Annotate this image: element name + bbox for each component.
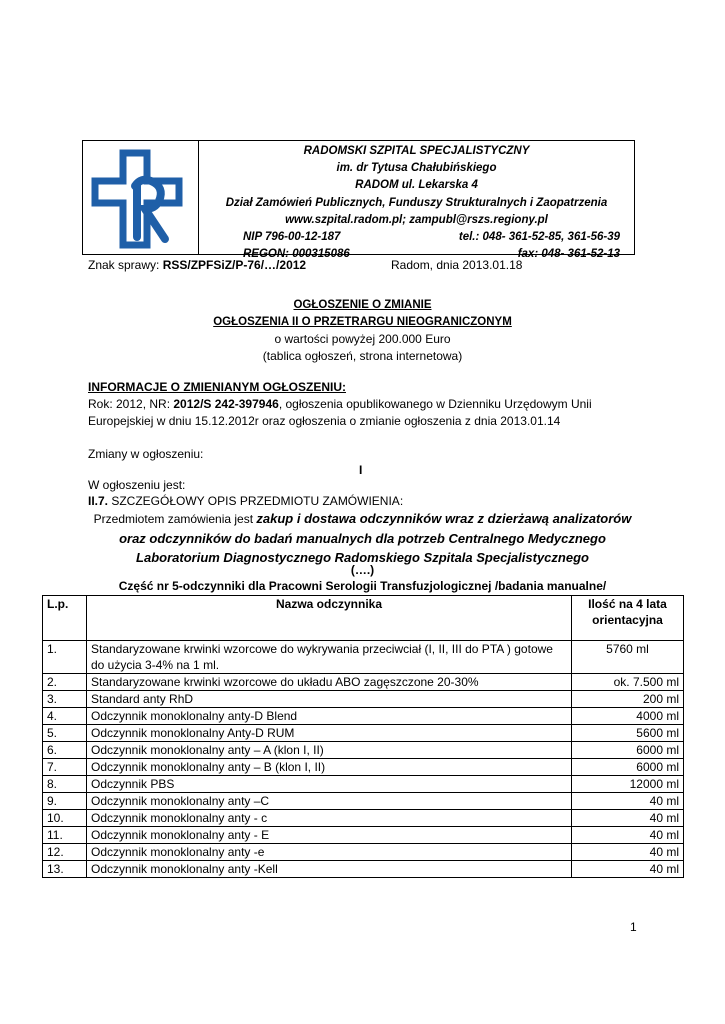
cell-lp: 11. (43, 827, 87, 844)
table-row (43, 793, 684, 810)
changes-label: Zmiany w ogłoszeniu: (88, 447, 204, 461)
cell-name: Odczynnik monoklonalny anty -e (87, 844, 572, 861)
cell-qty: 5600 ml (572, 725, 684, 742)
changes-roman: I (359, 463, 363, 477)
cell-lp: 8. (43, 776, 87, 793)
cell-name: Odczynnik monoklonalny anty –C (87, 793, 572, 810)
cross-r-logo-icon (83, 141, 199, 254)
cell-name: Standard anty RhD (87, 691, 572, 708)
cell-name: Odczynnik monoklonalny anty – A (klon I, II) (87, 742, 572, 759)
part-title: Część nr 5-odczynniki dla Pracowni Serologii Transfuzjologicznej /badania manualne/ (118, 579, 607, 593)
cell-qty: 40 ml (572, 793, 684, 810)
cell-name: Odczynnik monoklonalny anty -Kell (87, 861, 572, 878)
subject-prefix: Przedmiotem zamówienia jest (93, 512, 257, 526)
table-header-row (43, 596, 684, 641)
header-qty (572, 596, 684, 641)
cell-name-line-1: Standaryzowane krwinki wzorcowe do wykrywania przeciwciał (I, II, III do PTA ) gotowe (91, 642, 553, 656)
table-row (43, 674, 684, 691)
letterhead (82, 140, 635, 261)
cell-lp: 1. (43, 641, 87, 674)
info-line1-rest: , ogłoszenia opublikowanego w Dzienniku Urzędowym Unii (278, 397, 592, 411)
table-row (43, 742, 684, 759)
title-line-1: OGŁOSZENIE O ZMIANIE (293, 299, 432, 311)
title-line-3: o wartości powyżej 200.000 Euro (274, 332, 451, 346)
department-name: Dział Zamówień Publicznych, Funduszy Strukturalnych i Zaopatrzenia (225, 196, 608, 209)
cell-qty: 6000 ml (572, 742, 684, 759)
hospital-logo (83, 141, 199, 254)
nip-tel-row (199, 229, 634, 246)
table-row (43, 708, 684, 725)
cell-name: Standaryzowane krwinki wzorcowe do układu ABO zagęszczone 20-30% (87, 674, 572, 691)
table-row (43, 759, 684, 776)
header-qty-line-2: orientacyjna (592, 613, 663, 627)
table-row (43, 861, 684, 878)
table-row (43, 844, 684, 861)
announcement-title (0, 297, 725, 365)
table-row (43, 810, 684, 827)
is-label: W ogłoszeniu jest: (88, 478, 186, 492)
cell-lp: 5. (43, 725, 87, 742)
subject-line-1 (0, 509, 725, 529)
cell-lp: 4. (43, 708, 87, 725)
subject-text-1: zakup i dostawa odczynników wraz z dzierżawą analizatorów (256, 511, 632, 526)
cell-name-line-2: do użycia 3-4% na 1 ml. (91, 658, 220, 672)
cell-name: Odczynnik monoklonalny anty - E (87, 827, 572, 844)
nip: NIP 796-00-12-187 (243, 231, 341, 244)
cell-qty: 40 ml (572, 827, 684, 844)
case-number-line (88, 258, 306, 272)
cell-qty: ok. 7.500 ml (572, 674, 684, 691)
subject-block (0, 509, 725, 567)
cell-qty: 6000 ml (572, 759, 684, 776)
cell-lp: 2. (43, 674, 87, 691)
cell-qty: 200 ml (572, 691, 684, 708)
cell-lp: 3. (43, 691, 87, 708)
header-lp: L.p. (43, 596, 87, 641)
cell-qty: 12000 ml (572, 776, 684, 793)
tel: tel.: 048- 361-52-85, 361-56-39 (458, 231, 620, 244)
header-qty-line-1: Ilość na 4 lata (588, 597, 667, 611)
table-row (43, 776, 684, 793)
cell-lp: 10. (43, 810, 87, 827)
fax: fax: 048- 361-52-13 (517, 248, 620, 261)
info-heading: INFORMACJE O ZMIENIANYM OGŁOSZENIU: (88, 380, 346, 394)
info-line2: Europejskiej w dniu 15.12.2012r oraz ogłoszenia o zmianie ogłoszenia z dnia 2013.01.14 (88, 414, 561, 428)
table-row (43, 641, 684, 674)
cell-qty: 40 ml (572, 861, 684, 878)
cell-qty: 40 ml (572, 810, 684, 827)
cell-lp: 6. (43, 742, 87, 759)
hospital-address: RADOM ul. Lekarska 4 (355, 179, 478, 192)
cell-name: Odczynnik monoklonalny anty – B (klon I, II) (87, 759, 572, 776)
info-paragraph (88, 396, 640, 430)
cell-lp: 9. (43, 793, 87, 810)
title-line-4: (tablica ogłoszeń, strona internetowa) (262, 349, 463, 363)
cell-name: Odczynnik PBS (87, 776, 572, 793)
cell-lp: 12. (43, 844, 87, 861)
hospital-patron: im. dr Tytusa Chałubińskiego (336, 162, 497, 175)
hospital-name: RADOMSKI SZPITAL SPECJALISTYCZNY (303, 145, 530, 157)
cell-qty: 4000 ml (572, 708, 684, 725)
ellipsis: (….) (350, 563, 375, 577)
subject-text-3: Laboratorium Diagnostycznego Radomskiego Szpitala Specjalistycznego (136, 550, 589, 565)
cell-name: Odczynnik monoklonalny anty - c (87, 810, 572, 827)
info-oj-number: 2012/S 242-397946 (173, 397, 279, 411)
page-number: 1 (630, 920, 637, 934)
subject-text-2: oraz odczynników do badań manualnych dla potrzeb Centralnego Medycznego (119, 531, 606, 546)
cell-name: Odczynnik monoklonalny Anty-D RUM (87, 725, 572, 742)
letterhead-text (199, 143, 634, 263)
case-number: RSS/ZPFSiZ/P-76/…/2012 (162, 258, 307, 272)
title-line-2: OGŁOSZENIA II O PRZETRARGU NIEOGRANICZONYM (213, 316, 512, 328)
cell-lp: 13. (43, 861, 87, 878)
table-row (43, 725, 684, 742)
header-name: Nazwa odczynnika (87, 596, 572, 641)
table-row (43, 827, 684, 844)
cell-name (87, 641, 572, 674)
reagents-table (42, 595, 684, 878)
section-number: II.7. (88, 494, 109, 508)
web-email: www.szpital.radom.pl; zampubl@rszs.regiony.pl (285, 213, 548, 226)
section-title: SZCZEGÓŁOWY OPIS PRZEDMIOTU ZAMÓWIENIA: (108, 494, 404, 508)
cell-name: Odczynnik monoklonalny anty-D Blend (87, 708, 572, 725)
section-heading (88, 494, 403, 508)
place-date: Radom, dnia 2013.01.18 (391, 258, 523, 272)
cell-qty: 40 ml (572, 844, 684, 861)
cell-lp: 7. (43, 759, 87, 776)
cell-qty: 5760 ml (572, 641, 684, 674)
info-year: Rok: 2012, NR: (88, 397, 174, 411)
regon: REGON: 000315086 (243, 248, 350, 261)
case-label: Znak sprawy: (88, 258, 163, 272)
table-row (43, 691, 684, 708)
